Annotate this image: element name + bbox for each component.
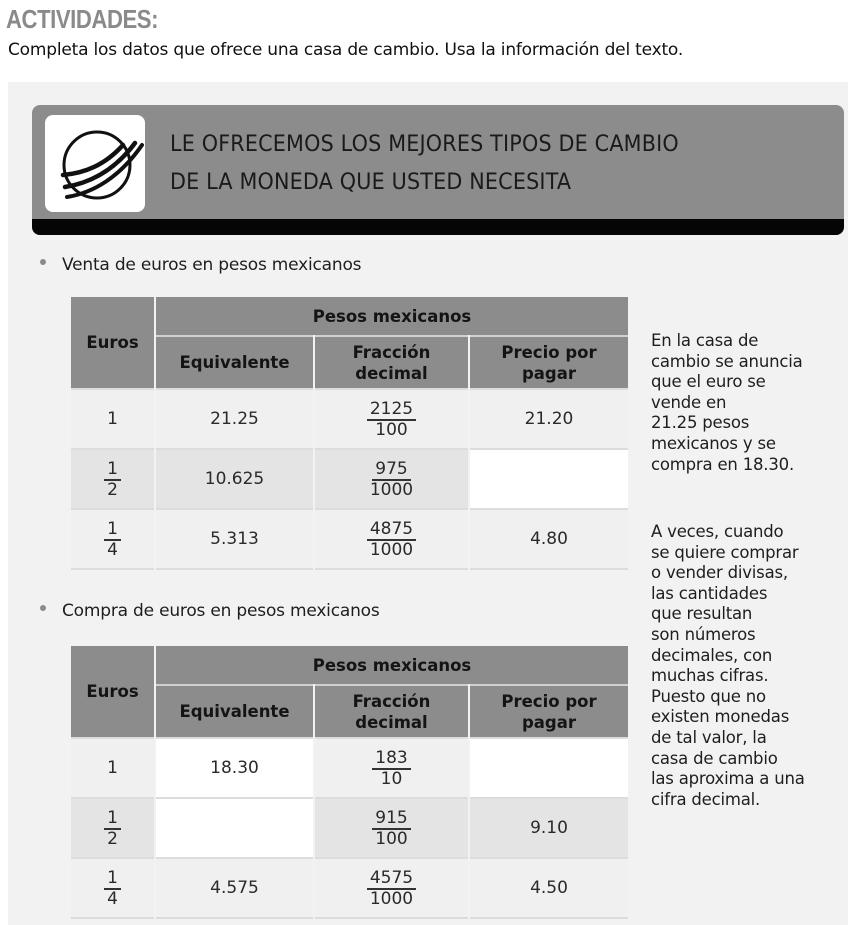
text-line: cambio se anuncia <box>651 351 803 371</box>
fraccion-cell <box>315 448 468 508</box>
fraccion-cell <box>315 797 468 857</box>
header-precio-l1: Precio por <box>501 691 597 711</box>
fraction <box>104 460 121 500</box>
fraction-numerator: 2125 <box>367 400 416 421</box>
euros-cell: 1 <box>71 388 154 448</box>
fraction-numerator: 975 <box>372 460 410 481</box>
bullet-icon <box>40 259 46 265</box>
text-line: cifra decimal. <box>651 789 761 809</box>
text-line: A veces, cuando <box>651 522 784 541</box>
banner-bar <box>32 219 844 235</box>
text-line: En la casa de <box>651 331 759 350</box>
equivalente-cell: 21.25 <box>156 388 313 448</box>
sale-table <box>69 297 630 570</box>
text-line: muchas cifras. <box>651 666 769 686</box>
fraction-denominator: 100 <box>375 828 408 849</box>
header-fraccion-l2: decimal <box>355 712 428 732</box>
text-line: las aproxima a una <box>651 769 805 789</box>
text-line: las cantidades <box>651 583 768 603</box>
text-line: casa de cambio <box>651 748 778 768</box>
banner-title <box>170 125 679 201</box>
fraction <box>367 400 416 440</box>
fraction-numerator: 1 <box>104 869 121 890</box>
header-fraccion-l1: Fracción <box>352 691 431 711</box>
text-line: o vender divisas, <box>651 563 788 583</box>
fraction <box>367 520 416 560</box>
table-row <box>71 508 628 570</box>
text-line: 21.25 pesos <box>651 413 750 433</box>
text-line: existen monedas <box>651 707 790 727</box>
fraction <box>104 520 121 560</box>
text-line: de tal valor, la <box>651 727 767 747</box>
fraction <box>372 809 410 849</box>
header-pesos-group: Pesos mexicanos <box>156 297 628 335</box>
euros-cell <box>71 508 154 570</box>
banner-title-line1: LE OFRECEMOS LOS MEJORES TIPOS DE CAMBIO <box>170 131 679 157</box>
section-sale-label <box>40 255 361 275</box>
precio-answer-blank[interactable] <box>470 737 628 797</box>
header-fraccion-l2: decimal <box>355 363 428 383</box>
fraction-denominator: 2 <box>107 828 118 849</box>
table-row <box>71 797 628 857</box>
text-line: Puesto que no <box>651 686 766 706</box>
section-sale-text: Venta de euros en pesos mexicanos <box>62 255 362 275</box>
equivalente-cell: 5.313 <box>156 508 313 570</box>
fraction-numerator: 1 <box>104 809 121 830</box>
fraction-numerator: 915 <box>372 809 410 830</box>
fraccion-cell <box>315 857 468 919</box>
precio-cell: 9.10 <box>470 797 628 857</box>
fraccion-cell <box>315 737 468 797</box>
table-row <box>71 388 628 448</box>
fraction-denominator: 2 <box>107 479 118 500</box>
fraction-denominator: 4 <box>107 539 118 560</box>
header-precio-l1: Precio por <box>501 342 597 362</box>
fraction-numerator: 183 <box>372 749 410 770</box>
equivalente-cell: 4.575 <box>156 857 313 919</box>
banner-title-line2: DE LA MONEDA QUE USTED NECESITA <box>170 169 572 195</box>
euros-cell: 1 <box>71 737 154 797</box>
fraction <box>104 869 121 909</box>
text-line: mexicanos y se <box>651 433 776 453</box>
text-line: que el euro se <box>651 372 766 392</box>
header-fraccion-l1: Fracción <box>352 342 431 362</box>
fraction-numerator: 1 <box>104 460 121 481</box>
header-equivalente: Equivalente <box>156 335 313 388</box>
section-purchase-text: Compra de euros en pesos mexicanos <box>62 601 380 621</box>
fraction-denominator: 4 <box>107 888 118 909</box>
fraction-denominator: 1000 <box>369 539 414 560</box>
fraccion-cell <box>315 508 468 570</box>
instruction-text: Completa los datos que ofrece una casa de cambio. Usa la información del texto. <box>8 40 684 60</box>
header-pesos-group: Pesos mexicanos <box>156 646 628 684</box>
text-line: que resultan <box>651 604 753 624</box>
fraction <box>370 460 413 500</box>
header-equivalente: Equivalente <box>156 684 313 737</box>
fraction-denominator: 100 <box>375 419 408 440</box>
precio-cell: 4.50 <box>470 857 628 919</box>
text-line: compra en 18.30. <box>651 454 794 474</box>
fraction-numerator: 4575 <box>367 869 416 890</box>
precio-cell: 21.20 <box>470 388 628 448</box>
bullet-icon <box>40 605 46 611</box>
fraccion-cell <box>315 388 468 448</box>
precio-answer-blank[interactable] <box>470 448 628 508</box>
purchase-table <box>69 646 630 919</box>
text-line: decimales, con <box>651 645 773 665</box>
euros-cell <box>71 448 154 508</box>
fraction-denominator: 10 <box>380 768 403 789</box>
fraction <box>104 809 121 849</box>
equivalente-cell: 18.30 <box>156 737 313 797</box>
section-purchase-label <box>40 601 380 621</box>
euros-cell <box>71 797 154 857</box>
fraction <box>372 749 410 789</box>
logo-box <box>45 115 145 212</box>
header-fraccion <box>315 684 468 737</box>
header-euros: Euros <box>71 646 154 737</box>
header-precio-l2: pagar <box>521 712 577 732</box>
fraction-denominator: 1000 <box>369 479 414 500</box>
fraction-denominator: 1000 <box>369 888 414 909</box>
table-row <box>71 737 628 797</box>
header-precio-l2: pagar <box>521 363 577 383</box>
fraction-numerator: 4875 <box>367 520 416 541</box>
equivalente-answer-blank[interactable] <box>156 797 313 857</box>
header-euros: Euros <box>71 297 154 388</box>
side-paragraph-2 <box>651 522 846 810</box>
exchange-banner <box>32 105 844 235</box>
globe-swoosh-icon <box>45 115 145 212</box>
text-line: vende en <box>651 392 727 412</box>
fraction <box>367 869 416 909</box>
side-paragraph-1 <box>651 331 846 475</box>
text-line: son números <box>651 624 756 644</box>
header-precio <box>470 684 628 737</box>
equivalente-cell: 10.625 <box>156 448 313 508</box>
header-fraccion <box>315 335 468 388</box>
activities-heading: ACTIVIDADES: <box>6 4 159 34</box>
precio-cell: 4.80 <box>470 508 628 570</box>
table-row <box>71 448 628 508</box>
text-line: se quiere comprar <box>651 542 799 562</box>
table-row <box>71 857 628 919</box>
euros-cell <box>71 857 154 919</box>
header-precio <box>470 335 628 388</box>
fraction-numerator: 1 <box>104 520 121 541</box>
